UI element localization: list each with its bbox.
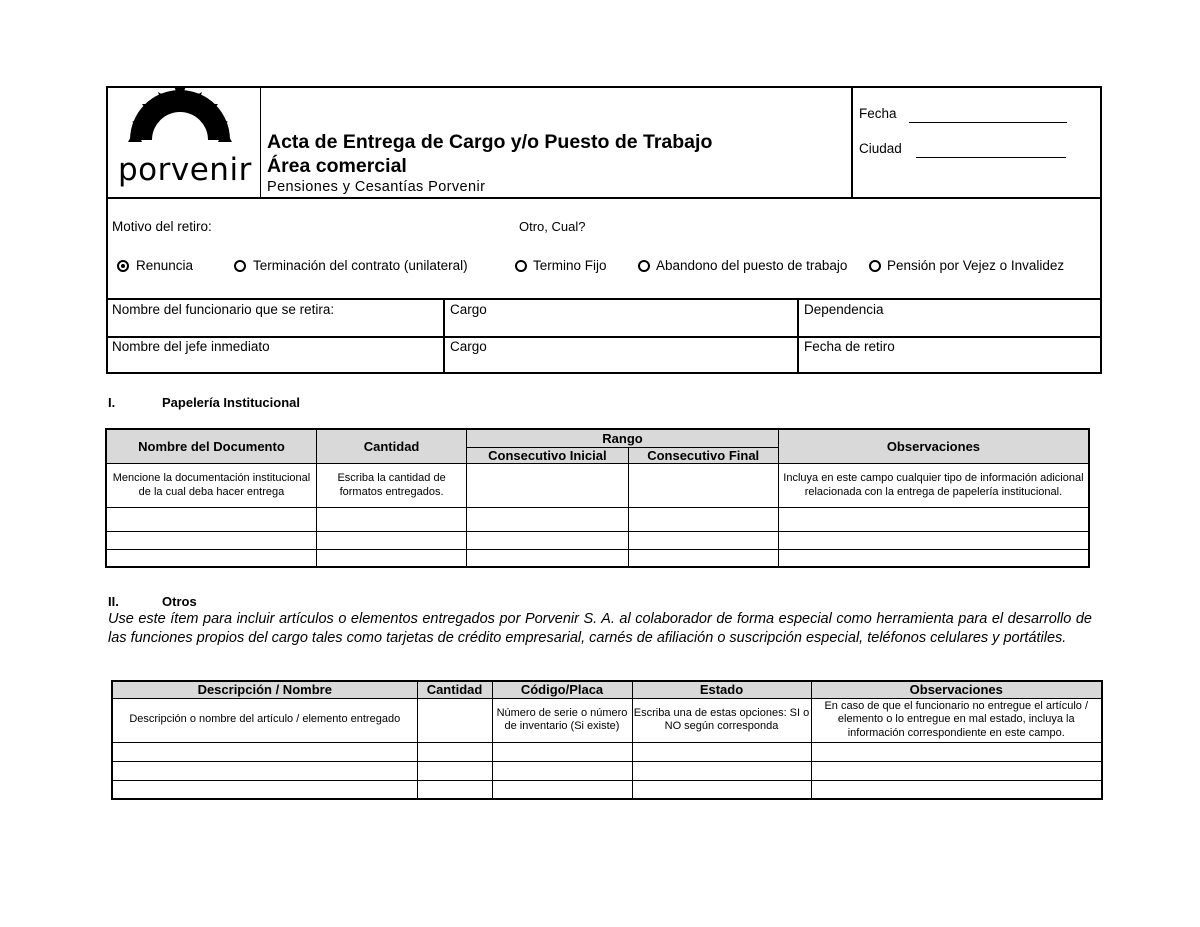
- section-title: Papelería Institucional: [162, 395, 300, 410]
- dependencia-label: Dependencia: [804, 302, 884, 317]
- jefe-label: Nombre del jefe inmediato: [112, 339, 270, 354]
- table-cell[interactable]: Escriba la cantidad de formatos entregados.: [316, 463, 466, 507]
- col-header: Cantidad: [316, 429, 466, 463]
- fecha-retiro-label: Fecha de retiro: [804, 339, 895, 354]
- table-cell[interactable]: [492, 761, 632, 780]
- table-cell[interactable]: [417, 698, 492, 742]
- section-number: I.: [108, 395, 116, 410]
- table-cell[interactable]: [112, 761, 417, 780]
- table-cell[interactable]: [112, 780, 417, 799]
- table-cell[interactable]: [811, 742, 1102, 761]
- logo-text: porvenir: [118, 152, 252, 188]
- table-row: [106, 531, 1089, 549]
- col-header: Descripción / Nombre: [112, 681, 417, 698]
- col-rule: [443, 298, 445, 374]
- radio-label: Renuncia: [136, 258, 194, 273]
- table-cell[interactable]: [316, 549, 466, 567]
- table-row: [112, 761, 1102, 780]
- table-row: [106, 549, 1089, 567]
- table-cell[interactable]: [628, 463, 778, 507]
- table-cell[interactable]: [811, 780, 1102, 799]
- table-cell[interactable]: Mencione la documentación institucional de la cual deba hacer entrega: [106, 463, 316, 507]
- page-title: Acta de Entrega de Cargo y/o Puesto de Trabajo: [267, 131, 713, 153]
- table-cell[interactable]: [106, 507, 316, 531]
- table-cell[interactable]: [632, 780, 811, 799]
- table-cell[interactable]: [778, 507, 1089, 531]
- table-cell[interactable]: [467, 507, 628, 531]
- table-cell[interactable]: [811, 761, 1102, 780]
- fecha-label: Fecha: [859, 106, 897, 121]
- cargo-label: Cargo: [450, 339, 487, 354]
- table-cell[interactable]: [417, 780, 492, 799]
- table-row: [106, 463, 1089, 507]
- col-header: Consecutivo Final: [628, 447, 778, 463]
- table-cell[interactable]: [316, 531, 466, 549]
- table-cell[interactable]: [778, 531, 1089, 549]
- radio-terminacion[interactable]: [234, 260, 246, 272]
- company-name: Pensiones y Cesantías Porvenir: [267, 179, 486, 195]
- table-row: [112, 780, 1102, 799]
- ciudad-label: Ciudad: [859, 141, 902, 156]
- table-cell[interactable]: [628, 549, 778, 567]
- porvenir-logo: [108, 88, 260, 198]
- radio-pension[interactable]: [869, 260, 881, 272]
- table-cell[interactable]: [112, 742, 417, 761]
- table-cell[interactable]: [106, 549, 316, 567]
- radio-label: Abandono del puesto de trabajo: [656, 258, 848, 273]
- header-divider: [260, 88, 261, 198]
- table-cell[interactable]: Número de serie o número de inventario (Si existe): [492, 698, 632, 742]
- table-cell[interactable]: [417, 742, 492, 761]
- table-cell[interactable]: [632, 742, 811, 761]
- table-cell[interactable]: [628, 507, 778, 531]
- col-header: Código/Placa: [492, 681, 632, 698]
- otros-table: [111, 680, 1103, 800]
- radio-label: Terminación del contrato (unilateral): [253, 258, 468, 273]
- table-cell[interactable]: Escriba una de estas opciones: SI o NO según corresponda: [632, 698, 811, 742]
- funcionario-label: Nombre del funcionario que se retira:: [112, 302, 335, 317]
- table-cell[interactable]: [632, 761, 811, 780]
- table-cell[interactable]: [316, 507, 466, 531]
- table-cell[interactable]: [417, 761, 492, 780]
- section-description: Use este ítem para incluir artículos o elementos entregados por Porvenir S. A. al colaborador de forma especial como herramienta para el desarrollo de las funciones propios del cargo tales como tarjetas de crédito empresarial, carnés de afiliación o suscripción especial, teléfonos celulares y portátiles.: [108, 611, 1092, 646]
- col-header: Consecutivo Inicial: [467, 447, 628, 463]
- table-cell[interactable]: [628, 531, 778, 549]
- radio-label: Pensión por Vejez o Invalidez: [887, 258, 1065, 273]
- table-row: [106, 507, 1089, 531]
- radio-abandono[interactable]: [638, 260, 650, 272]
- table-cell[interactable]: [106, 531, 316, 549]
- col-header: Observaciones: [778, 429, 1089, 463]
- col-header: Observaciones: [811, 681, 1102, 698]
- col-rule: [797, 298, 799, 374]
- table-cell[interactable]: En caso de que el funcionario no entregue el artículo / elemento o lo entregue en mal estado, incluya la información correspondiente en este campo.: [811, 698, 1102, 742]
- papeleria-table: [105, 428, 1090, 568]
- header-divider: [851, 88, 853, 198]
- cargo-label: Cargo: [450, 302, 487, 317]
- fecha-field[interactable]: [909, 122, 1067, 123]
- table-cell[interactable]: [467, 549, 628, 567]
- section-number: II.: [108, 594, 119, 609]
- row-rule: [108, 336, 1102, 338]
- table-cell[interactable]: [492, 742, 632, 761]
- row-rule: [108, 298, 1102, 300]
- col-header: Nombre del Documento: [106, 429, 316, 463]
- table-cell[interactable]: Descripción o nombre del artículo / elemento entregado: [112, 698, 417, 742]
- col-header: Rango: [467, 429, 779, 447]
- motivo-label: Motivo del retiro:: [112, 219, 212, 234]
- header-bottom-rule: [108, 197, 1102, 199]
- table-cell[interactable]: [467, 531, 628, 549]
- table-cell[interactable]: [467, 463, 628, 507]
- table-cell[interactable]: [492, 780, 632, 799]
- table-cell[interactable]: [778, 549, 1089, 567]
- col-header: Cantidad: [417, 681, 492, 698]
- radio-renuncia[interactable]: [117, 260, 129, 272]
- table-row: [112, 698, 1102, 742]
- section-title: Otros: [162, 594, 197, 609]
- radio-label: Termino Fijo: [533, 258, 607, 273]
- table-row: [112, 742, 1102, 761]
- table-cell[interactable]: Incluya en este campo cualquier tipo de información adicional relacionada con la entrega de papelería institucional.: [778, 463, 1089, 507]
- ciudad-field[interactable]: [916, 157, 1066, 158]
- col-header: Estado: [632, 681, 811, 698]
- radio-termino-fijo[interactable]: [515, 260, 527, 272]
- otro-label: Otro, Cual?: [519, 219, 586, 234]
- page-subtitle: Área comercial: [267, 155, 407, 177]
